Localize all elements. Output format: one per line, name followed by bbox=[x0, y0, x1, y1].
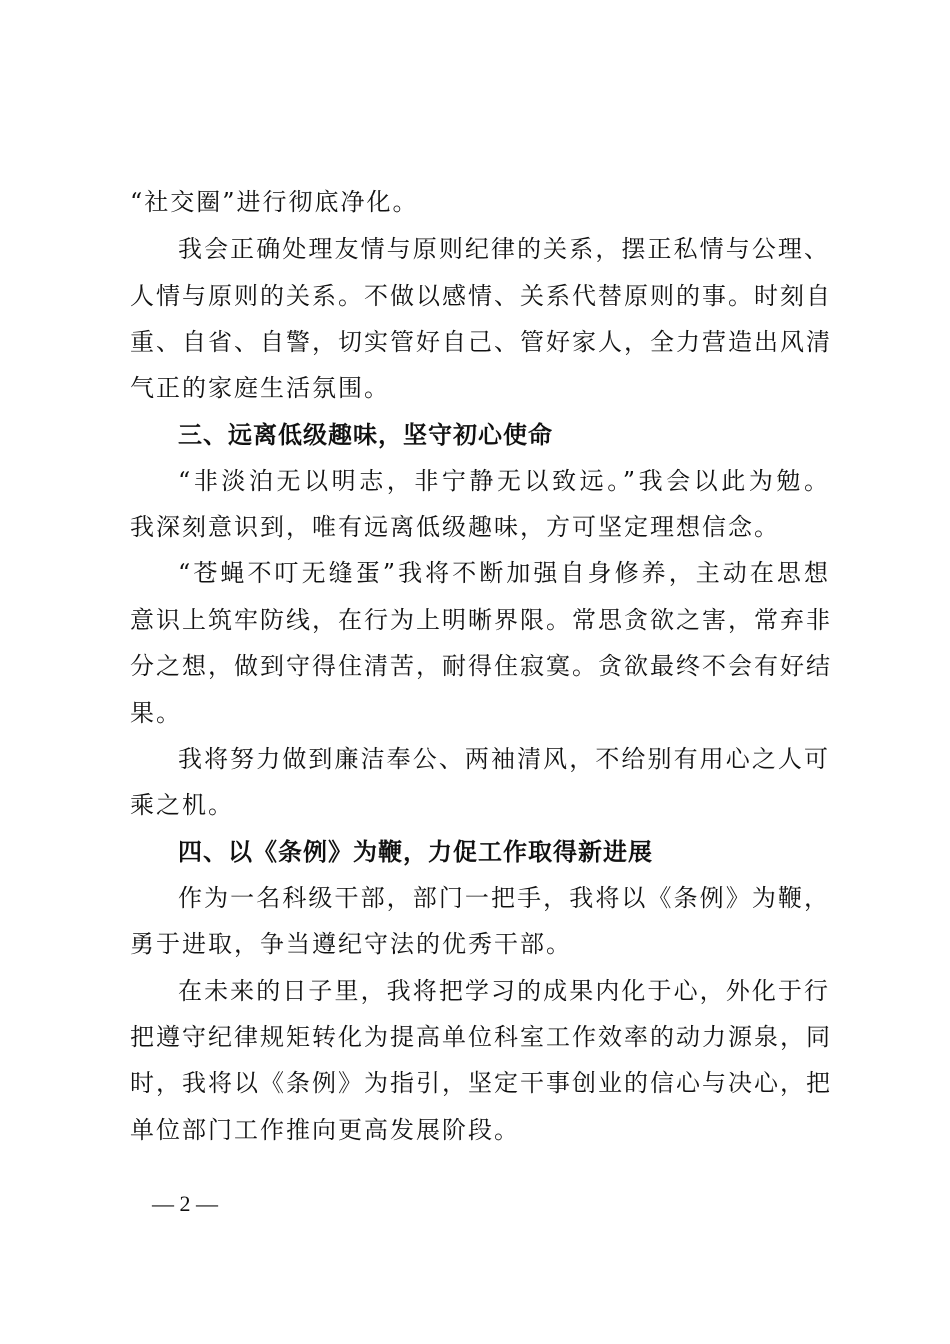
paragraph-line: “苍蝇不叮无缝蛋”我将不断加强自身修养，主动在思想 bbox=[178, 559, 830, 587]
paragraph-line: “非淡泊无以明志，非宁静无以致远。”我会以此为勉。 bbox=[178, 467, 830, 495]
paragraph-line: 作为一名科级干部，部门一把手，我将以《条例》为鞭， bbox=[178, 884, 830, 912]
paragraph-line: 在未来的日子里，我将把学习的成果内化于心，外化于行 bbox=[178, 977, 830, 1005]
paragraph-line: 人情与原则的关系。不做以感情、关系代替原则的事。时刻自 bbox=[130, 282, 832, 310]
section-heading: 四、以《条例》为鞭，力促工作取得新进展 bbox=[178, 838, 653, 866]
paragraph-line: 勇于进取，争当遵纪守法的优秀干部。 bbox=[130, 930, 572, 958]
paragraph-line: 单位部门工作推向更高发展阶段。 bbox=[130, 1116, 520, 1144]
section-heading: 三、远离低级趣味，坚守初心使命 bbox=[178, 421, 553, 449]
paragraph-line: 重、自省、自警，切实管好自己、管好家人，全力营造出风清 bbox=[130, 328, 832, 356]
paragraph-line: 气正的家庭生活氛围。 bbox=[130, 374, 390, 402]
paragraph-line: 我深刻意识到，唯有远离低级趣味，方可坚定理想信念。 bbox=[130, 513, 780, 541]
paragraph-line: 分之想，做到守得住清苦，耐得住寂寞。贪欲最终不会有好结 bbox=[130, 652, 832, 680]
paragraph-line: “社交圈”进行彻底净化。 bbox=[130, 188, 419, 216]
paragraph-line: 时，我将以《条例》为指引，坚定干事创业的信心与决心，把 bbox=[130, 1069, 832, 1097]
paragraph-line: 意识上筑牢防线，在行为上明晰界限。常思贪欲之害，常弃非 bbox=[130, 606, 832, 634]
paragraph-line: 我会正确处理友情与原则纪律的关系，摆正私情与公理、 bbox=[178, 235, 830, 263]
page-number: — 2 — bbox=[152, 1191, 218, 1216]
paragraph-line: 乘之机。 bbox=[130, 791, 234, 819]
paragraph-line: 果。 bbox=[130, 699, 182, 727]
paragraph-line: 我将努力做到廉洁奉公、两袖清风，不给别有用心之人可 bbox=[178, 745, 830, 773]
paragraph-line: 把遵守纪律规矩转化为提高单位科室工作效率的动力源泉，同 bbox=[130, 1023, 832, 1051]
